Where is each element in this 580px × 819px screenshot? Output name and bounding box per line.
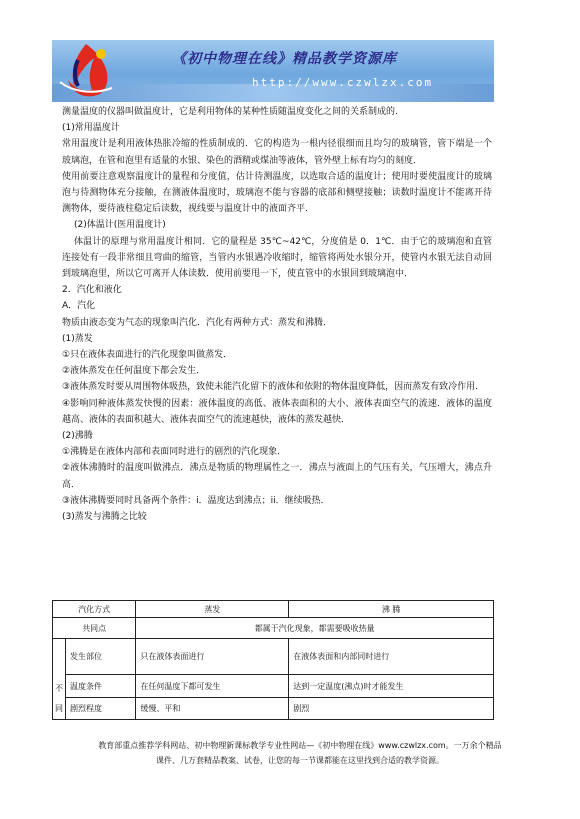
subheading: (1)常用温度计: [62, 123, 120, 134]
diff-label-cell: [53, 639, 66, 720]
document-body: [62, 104, 492, 525]
table-row: [53, 697, 494, 719]
table-row: [53, 639, 494, 675]
section-heading: 2．汽化和液化: [62, 285, 122, 296]
evaporation-cell: 在任何温度下都可发生: [136, 675, 289, 697]
diff-label-char: 不: [55, 684, 63, 693]
banner-title: 《初中物理在线》精品教学资源库: [172, 51, 397, 67]
subheading: (1)蒸发: [62, 333, 93, 344]
row-label-cell: 发生部位: [66, 639, 136, 675]
diff-label-char: 同: [55, 704, 63, 713]
table-header-cell: 汽化方式: [53, 601, 136, 618]
list-item: ③液体蒸发时要从周围物体吸热，致使未能汽化留下的液体和依附的物体温度降低，因而蒸发有致冷作用．: [62, 382, 485, 393]
header-banner: [52, 40, 494, 102]
list-item: ①沸腾是在液体内部和表面同时进行的剧烈的汽化现象．: [62, 447, 287, 458]
list-item: ①只在液体表面进行的汽化现象叫做蒸发．: [62, 350, 233, 361]
site-logo-icon: [56, 42, 116, 100]
page-footer: [40, 738, 560, 768]
table-row: [53, 618, 494, 639]
table-header-cell: 沸 腾: [289, 601, 494, 618]
list-item: ②液体沸腾时的温度叫做沸点．沸点是物质的物理属性之一．沸点与液面上的气压有关，气压增大，沸点升高．: [62, 463, 492, 490]
paragraph: 常用温度计是利用液体热胀冷缩的性质制成的．它的构造为一根内径很细而且均匀的玻璃管，管下端是一个玻璃泡，在管和泡里有适量的水银、染色的酒精或煤油等液体，管外壁上标有均匀的刻度．: [62, 139, 492, 166]
paragraph: 体温计的原理与常用温度计相同．它的量程是 35℃~42℃，分度值是 0．1℃．由于它的玻璃泡和直管连接处有一段非常细且弯曲的缩管，当管内水银遇冷收缩时，缩管将两处水银分开，使管内水银无法自动回到玻璃泡里，所以它可离开人体读数．使用前要甩一下，使直管中的水银回到玻璃泡中．: [62, 236, 492, 280]
paragraph: 测量温度的仪器叫做温度计，它是利用物体的某种性质随温度变化之间的关系制成的.: [62, 107, 398, 117]
row-label-cell: 温度条件: [66, 675, 136, 697]
subheading: (2)体温计(医用温度计): [74, 220, 166, 231]
paragraph: 使用前要注意观察温度计的量程和分度值，估计待测温度，以选取合适的温度计；使用时要使温度计的玻璃泡与待测物体充分接触，在测液体温度时，玻璃泡不能与容器的底部和侧壁接触；读数时温度计不能离开待测物体，要待液柱稳定后读数，视线要与温度计中的液面齐平．: [62, 171, 492, 215]
list-item: ③液体沸腾要同时具备两个条件：i．温度达到沸点；ii．继续吸热．: [62, 495, 330, 506]
banner-url[interactable]: http://www.czwlzx.com: [252, 76, 434, 89]
boiling-cell: 达到一定温度(沸点)时才能发生: [289, 675, 494, 697]
boiling-cell: 在液体表面和内部同时进行: [289, 639, 494, 675]
common-label-cell: 共同点: [53, 618, 136, 639]
table-header-row: [53, 601, 494, 618]
table-row: [53, 675, 494, 697]
boiling-cell: 剧烈: [289, 697, 494, 719]
comparison-table: [52, 600, 494, 720]
list-item: ②液体蒸发在任何温度下都会发生．: [62, 366, 206, 377]
paragraph: 物质由液态变为气态的现象叫汽化．汽化有两种方式：蒸发和沸腾．: [62, 317, 333, 328]
table-caption: (3)蒸发与沸腾之比较: [62, 512, 147, 523]
footer-line: 课件、几万套精品教案、试卷，让您的每一节课都能在这里找到合适的教学资源。: [156, 756, 444, 765]
evaporation-cell: 只在液体表面进行: [136, 639, 289, 675]
row-label-cell: 剧烈程度: [66, 697, 136, 719]
subheading: A．汽化: [62, 301, 96, 312]
list-item: ④影响同种液体蒸发快慢的因素：液体温度的高低、液体表面积的大小、液体表面空气的流速．液体的温度越高、液体的表面积越大、液体表面空气的流速越快，液体的蒸发越快．: [62, 398, 492, 425]
subheading: (2)沸腾: [62, 431, 93, 442]
evaporation-cell: 缓慢、平和: [136, 697, 289, 719]
footer-line: 教育部重点推荐学科网站、初中物理新课标教学专业性网站—《初中物理在线》www.czwlzx.com。一万余个精品: [98, 741, 502, 750]
common-value-cell: 都属于汽化现象，都需要吸收热量: [136, 618, 494, 639]
table-header-cell: 蒸发: [136, 601, 289, 618]
